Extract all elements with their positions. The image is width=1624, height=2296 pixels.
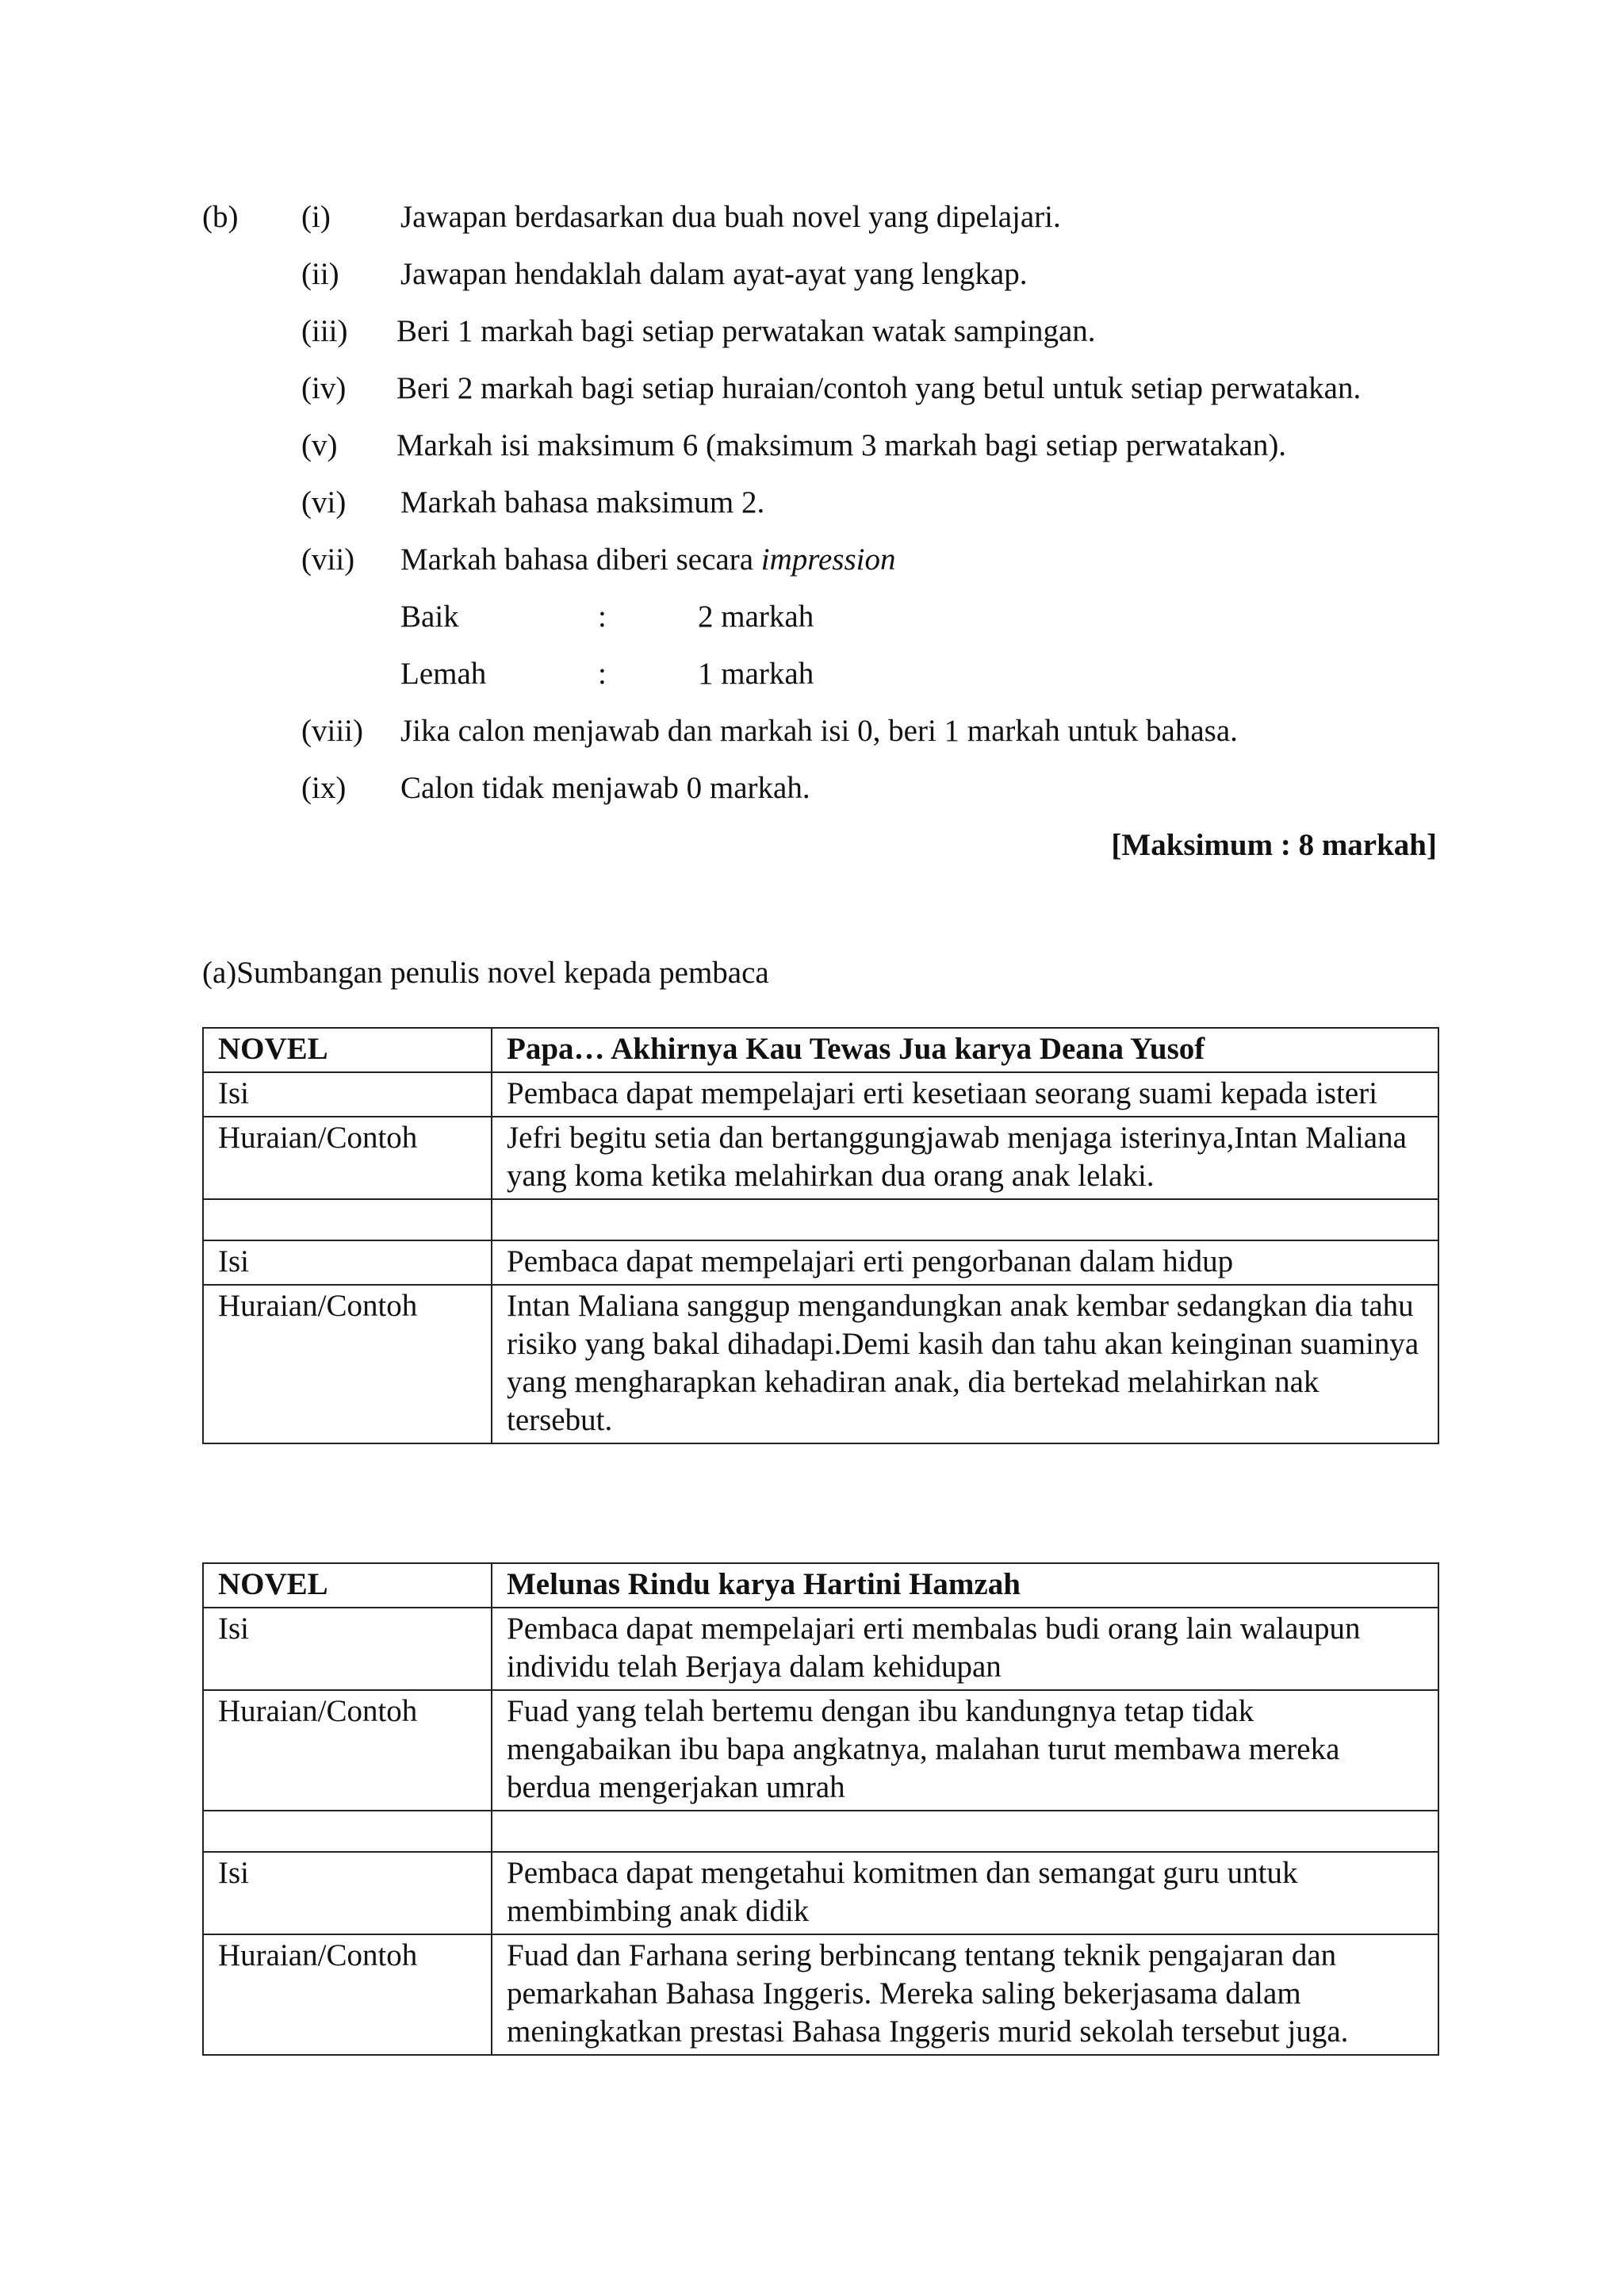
item-num: (viii) (301, 714, 363, 748)
table-row-empty (203, 1199, 1438, 1240)
item-num: (iii) (301, 314, 348, 348)
item-num: (ii) (301, 257, 339, 291)
table-header-row (203, 1028, 1438, 1072)
grade-value: 2 markah (698, 600, 814, 634)
header-cell-novel: NOVEL (203, 1028, 492, 1072)
row-label-cell: Huraian/Contoh (203, 1285, 492, 1443)
row-label-cell: Huraian/Contoh (203, 1690, 492, 1811)
row-content-cell: Jefri begitu setia dan bertanggungjawab menjaga isterinya,Intan Maliana yang koma ketika melahirkan dua orang anak lelaki. (492, 1117, 1438, 1199)
grade-label: Baik (400, 600, 459, 634)
item-text: Beri 2 markah bagi setiap huraian/contoh yang betul untuk setiap perwatakan. (396, 371, 1362, 405)
item-text-plain: Markah bahasa diberi secara (400, 542, 761, 577)
item-text-italic: impression (760, 542, 896, 577)
row-content-cell: Fuad yang telah bertemu dengan ibu kandungnya tetap tidak mengabaikan ibu bapa angkatnya, malahan turut membawa mereka berdua mengerjakan umrah (492, 1690, 1438, 1811)
item-num: (vi) (301, 485, 347, 519)
row-label-cell: Isi (203, 1240, 492, 1285)
item-text: Calon tidak menjawab 0 markah. (400, 771, 810, 805)
table-row (203, 1117, 1438, 1199)
table-row (203, 1852, 1438, 1934)
item-num: (v) (301, 428, 338, 462)
row-label-cell (203, 1811, 492, 1852)
grade-separator: : (598, 657, 607, 691)
row-content-cell (492, 1811, 1438, 1852)
row-label-cell: Huraian/Contoh (203, 1117, 492, 1199)
table-row (203, 1285, 1438, 1443)
item-text: Jawapan hendaklah dalam ayat-ayat yang lengkap. (400, 257, 1028, 291)
item-num: (i) (301, 200, 331, 234)
header-cell-novel: NOVEL (203, 1563, 492, 1608)
item-num: (ix) (301, 771, 347, 805)
item-text (400, 544, 896, 575)
item-num: (vii) (301, 542, 355, 577)
row-label-cell (203, 1199, 492, 1240)
grade-value: 1 markah (698, 657, 814, 691)
item-text: Beri 1 markah bagi setiap perwatakan watak sampingan. (396, 314, 1096, 348)
row-label-cell: Isi (203, 1852, 492, 1934)
section-a-heading: (a)Sumbangan penulis novel kepada pembaca (202, 956, 769, 990)
row-content-cell: Pembaca dapat mengetahui komitmen dan semangat guru untuk membimbing anak didik (492, 1852, 1438, 1934)
row-label-cell: Isi (203, 1072, 492, 1117)
table-header-row (203, 1563, 1438, 1608)
novel-table-1 (202, 1027, 1439, 1444)
table-row (203, 1690, 1438, 1811)
section-b-label: (b) (202, 200, 239, 234)
item-text: Jika calon menjawab dan markah isi 0, beri 1 markah untuk bahasa. (400, 714, 1238, 748)
header-cell-title: Melunas Rindu karya Hartini Hamzah (492, 1563, 1438, 1608)
row-content-cell: Pembaca dapat mempelajari erti membalas budi orang lain walaupun individu telah Berjaya dalam kehidupan (492, 1608, 1438, 1690)
table-row (203, 1608, 1438, 1690)
item-text: Jawapan berdasarkan dua buah novel yang dipelajari. (400, 200, 1061, 234)
row-label-cell: Huraian/Contoh (203, 1934, 492, 2055)
table-row (203, 1072, 1438, 1117)
grade-label: Lemah (400, 657, 487, 691)
max-marks-note: [Maksimum : 8 markah] (1111, 828, 1437, 862)
row-content-cell: Pembaca dapat mempelajari erti pengorbanan dalam hidup (492, 1240, 1438, 1285)
table-row (203, 1934, 1438, 2055)
table-row (203, 1240, 1438, 1285)
row-content-cell (492, 1199, 1438, 1240)
item-text: Markah bahasa maksimum 2. (400, 485, 765, 519)
row-content-cell: Intan Maliana sanggup mengandungkan anak kembar sedangkan dia tahu risiko yang bakal dihadapi.Demi kasih dan tahu akan keinginan suaminya yang mengharapkan kehadiran anak, dia bertekad melahirkan nak tersebut. (492, 1285, 1438, 1443)
grade-separator: : (598, 600, 607, 634)
header-cell-title: Papa… Akhirnya Kau Tewas Jua karya Deana Yusof (492, 1028, 1438, 1072)
item-num: (iv) (301, 371, 347, 405)
item-text: Markah isi maksimum 6 (maksimum 3 markah bagi setiap perwatakan). (396, 428, 1287, 462)
table-row-empty (203, 1811, 1438, 1852)
row-content-cell: Pembaca dapat mempelajari erti kesetiaan seorang suami kepada isteri (492, 1072, 1438, 1117)
row-content-cell: Fuad dan Farhana sering berbincang tentang teknik pengajaran dan pemarkahan Bahasa Inggeris. Mereka saling bekerjasama dalam meningkatkan prestasi Bahasa Inggeris murid sekolah tersebut juga. (492, 1934, 1438, 2055)
novel-table-2 (202, 1562, 1439, 2056)
row-label-cell: Isi (203, 1608, 492, 1690)
